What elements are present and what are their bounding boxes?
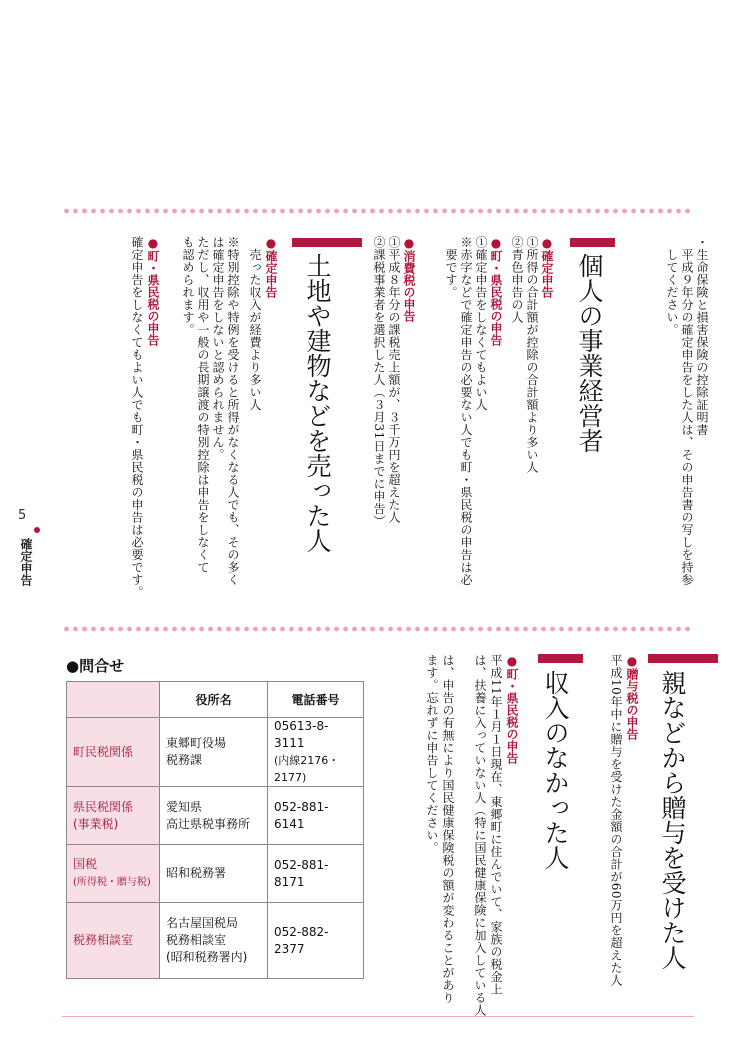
contact-office: 愛知県 高辻県税事務所 [160,787,268,845]
business-consumption-heading: ●消費税の申告 [402,236,416,322]
contact-category: 国税 (所得税・贈与税) [67,845,160,903]
contact-header-phone: 電話番号 [268,682,364,718]
contact-header-blank [67,682,160,718]
page-number: 5 [18,508,27,523]
contact-row [67,787,364,845]
land-kakutei-heading: ●確定申告 [264,236,278,298]
contact-category: 町民税関係 [67,718,160,787]
contact-header-row [67,682,364,718]
contact-phone: 05613-8-3111 (内線2176・2177) [268,718,364,787]
upper-dot-divider [62,208,692,214]
land-kakutei-line-2: ※特別控除や特例を受けると所得がなくなる人でも、その多く [226,236,240,586]
gift-line-1: 平成10年中に贈与を受けた金額の合計が60万円を超えた人 [609,654,623,987]
intro-line-3: してください。 [665,236,679,336]
business-title-bar [570,238,615,247]
noincome-line-3: ます。忘れずに申告してください。 [425,654,439,854]
land-kakutei-line-5: も認められます。 [181,236,195,336]
lower-dot-divider [62,626,692,632]
bottom-rule [62,1016,694,1017]
noincome-line-4: は、申告の有無により国民健康保険税の額が変わることがあり [441,654,455,1004]
contact-row [67,845,364,903]
contact-title: ●問合せ [66,657,125,675]
contact-office: 名古屋国税局 税務相談室 (昭和税務署内) [160,903,268,979]
business-town-line-3: 要です。 [444,236,458,299]
business-town-heading: ●町・県民税の申告 [489,236,503,346]
section-label: 確定申告 [19,538,33,586]
gift-title-bar [648,654,718,663]
contact-row [67,718,364,787]
contact-row [67,903,364,979]
business-kakutei-line-2: ②青色申告の人 [510,236,524,324]
land-town-heading: ●町・県民税の申告 [146,236,160,346]
business-kakutei-line-1: ①所得の合計額が控除の合計額より多い人 [525,236,539,474]
gift-title: 親などから贈与を受けた人 [658,670,687,970]
business-town-line-2: ※赤字などで確定申告の必要ない人でも町・県民税の申告は必 [459,236,473,586]
gift-heading: ●贈与税の申告 [625,654,639,740]
contact-category: 税務相談室 [67,903,160,979]
noincome-heading: ●町・県民税の申告 [505,654,519,764]
intro-line-1: ・生命保険と損害保険の控除証明書 [695,236,709,436]
land-title-bar [292,238,362,247]
contact-phone: 052-882-2377 [268,903,364,979]
land-town-line-1: 確定申告をしなくてもよい人でも町・県民税の申告は必要です。 [130,236,144,599]
noincome-title-bar [538,654,583,663]
contact-phone: 052-881-8171 [268,845,364,903]
business-consumption-line-2: ②課税事業者を選択した人（３月31日までに申告） [372,236,386,528]
business-kakutei-heading: ●確定申告 [540,236,554,298]
contact-table [66,681,364,979]
contact-category: 県民税関係 (事業税) [67,787,160,845]
noincome-line-2: は、扶養に入っていない人（特に国民健康保険に加入している人 [473,654,487,1017]
contact-office: 昭和税務署 [160,845,268,903]
land-kakutei-line-1: 売った収入が経費より多い人 [248,236,262,411]
land-kakutei-line-4: ただし、収用や一般の長期譲渡の特別控除は申告をしなくて [196,236,210,574]
noincome-line-1: 平成11年１月１日現在、東郷町に住んでいて、家族の税金上 [489,654,503,996]
land-title: 土地や建物などを売った人 [303,253,332,553]
business-title: 個人の事業経営者 [575,253,604,453]
contact-phone: 052-881-6141 [268,787,364,845]
business-town-line-1: ①確定申告をしなくてもよい人 [474,236,488,411]
intro-line-2: 平成９年分の確定申告をした人は、その申告書の写しを持参 [680,236,694,586]
business-consumption-line-1: ①平成８年分の課税売上額が、３千万円を超えた人 [387,236,401,524]
noincome-title: 収入のなかった人 [541,670,570,870]
land-kakutei-line-3: は確定申告をしないと認められません。 [211,236,225,461]
contact-header-office: 役所名 [160,682,268,718]
page-number-dot [34,527,40,533]
contact-office: 東郷町役場 税務課 [160,718,268,787]
